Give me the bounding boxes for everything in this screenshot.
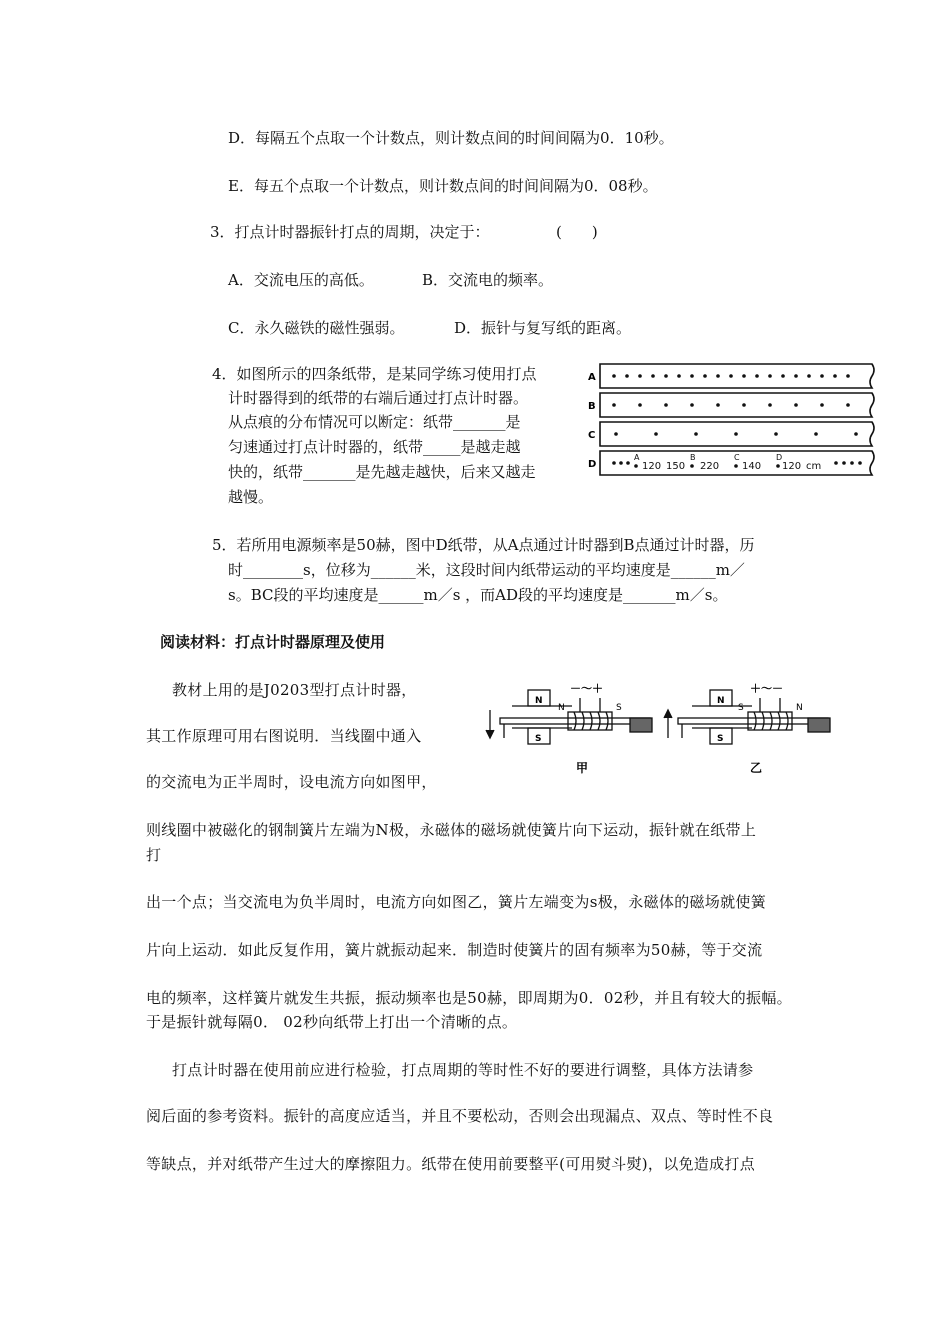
q3-option-a: A．交流电压的高低。 — [228, 271, 374, 289]
tape-label-a: A — [588, 372, 596, 383]
tape-d-distance: 220 — [700, 461, 720, 472]
tape-b-dots — [612, 403, 850, 407]
tape-dot — [794, 374, 798, 378]
tape-d-distance: 150 — [666, 461, 686, 472]
q3-option-c: C．永久磁铁的磁性强弱。 — [228, 319, 405, 337]
q3-stem: 3．打点计时器振针打点的周期，决定于： — [210, 223, 490, 241]
q4-line-3: 从点痕的分布情况可以断定：纸带_______是 — [228, 413, 521, 431]
tape-dot — [612, 374, 616, 378]
paper-tapes-figure — [586, 356, 886, 486]
tape-dot — [742, 374, 746, 378]
tape-dot — [774, 432, 778, 436]
tape-dot — [612, 403, 616, 407]
reading-title: 阅读材料：打点计时器原理及使用 — [160, 633, 386, 651]
tape-d-dot — [626, 461, 630, 465]
tape-d-distance: 120 — [642, 461, 662, 472]
tape-label-b: B — [588, 401, 596, 412]
tape-d-mark-d: D — [776, 453, 783, 462]
q3-option-b: B．交流电的频率。 — [422, 271, 554, 289]
q4-line-2: 计时器得到的纸带的右端后通过打点计时器。 — [228, 389, 529, 407]
label-yi: 乙 — [750, 761, 763, 775]
reading-paragraph-line: 打点计时器在使用前应进行检验，打点周期的等时性不好的要进行调整，具体方法请参 — [172, 1061, 754, 1079]
tape-d-dot — [690, 464, 694, 468]
label-jia: 甲 — [576, 761, 589, 775]
tape-dot — [755, 374, 759, 378]
label-s: S — [717, 734, 724, 744]
tape-label-c: C — [588, 430, 596, 441]
label-n: N — [558, 703, 565, 713]
tape-dot — [807, 374, 811, 378]
tape-dot — [664, 403, 668, 407]
tape-dot — [716, 374, 720, 378]
tape-a-dots — [612, 374, 850, 378]
tape-dot — [846, 374, 850, 378]
tape-dot — [734, 432, 738, 436]
tape-dot — [654, 432, 658, 436]
reading-paragraph-line: 于是振针就每隔0． 02秒向纸带上打出一个清晰的点。 — [146, 1013, 518, 1031]
tape-dot — [833, 374, 837, 378]
q2-option-e: E．每五个点取一个计数点，则计数点间的时间间隔为0．08秒。 — [228, 177, 658, 195]
tape-dot — [820, 374, 824, 378]
tape-d-dot — [634, 464, 638, 468]
tape-d-dot — [858, 461, 862, 465]
power-signs-jia: －～＋ — [570, 682, 603, 695]
q4-line-1: 4．如图所示的四条纸带，是某同学练习使用打点 — [212, 365, 537, 383]
label-s: S — [535, 734, 542, 744]
label-n: N — [717, 696, 725, 706]
power-signs-yi: ＋～－ — [750, 682, 783, 695]
tape-d-dot — [842, 461, 846, 465]
label-n: N — [535, 696, 543, 706]
reading-paragraph-line: 其工作原理可用右图说明．当线圈中通入 — [146, 727, 422, 745]
tape-d-dot — [734, 464, 738, 468]
tape-d-dot — [850, 461, 854, 465]
tape-d-dot — [776, 464, 780, 468]
timer-principle-figure — [482, 680, 842, 780]
tape-d-dot — [612, 461, 616, 465]
tape-d-dot — [619, 461, 623, 465]
label-n: N — [796, 703, 803, 713]
tape-dot — [854, 432, 858, 436]
tape-d-mark-b: B — [690, 453, 696, 462]
tape-c-dots — [614, 432, 858, 436]
reading-paragraph-line: 的交流电为正半周时，设电流方向如图甲， — [146, 773, 437, 791]
tape-dot — [638, 374, 642, 378]
tape-dot — [820, 403, 824, 407]
tape-dot — [729, 374, 733, 378]
reading-paragraph-line: 阅后面的参考资料。振针的高度应适当，并且不要松动，否则会出现漏点、双点、等时性不良 — [146, 1107, 774, 1125]
tape-dot — [846, 403, 850, 407]
q3-option-d: D．振针与复写纸的距离。 — [454, 319, 632, 337]
diagram-yi — [664, 690, 830, 744]
tape-dot — [694, 432, 698, 436]
q4-line-6: 越慢。 — [228, 488, 274, 506]
reading-paragraph-line: 则线圈中被磁化的钢制簧片左端为N极，永磁体的磁场就使簧片向下运动，振针就在纸带上 — [146, 821, 757, 839]
tape-dot — [742, 403, 746, 407]
reading-paragraph-line: 片向上运动．如此反复作用，簧片就振动起来．制造时使簧片的固有频率为50赫，等于交流 — [146, 941, 763, 959]
reading-paragraph-line: 出一个点；当交流电为负半周时，电流方向如图乙，簧片左端变为s极，永磁体的磁场就使簧 — [146, 893, 767, 911]
tape-dot — [794, 403, 798, 407]
tape-dot — [768, 374, 772, 378]
tape-dot — [703, 374, 707, 378]
tape-dot — [664, 374, 668, 378]
label-s: S — [616, 703, 622, 713]
q5-line-3: s。BC段的平均速度是______m／s ，而AD段的平均速度是_______m／s。 — [228, 586, 728, 604]
q3-answer-paren: ( ) — [556, 223, 598, 241]
tape-d-mark-c: C — [734, 453, 740, 462]
tape-dot — [781, 374, 785, 378]
tape-dot — [768, 403, 772, 407]
tape-dot — [677, 374, 681, 378]
q4-line-5: 快的，纸带_______是先越走越快，后来又越走 — [228, 463, 536, 481]
tape-dot — [814, 432, 818, 436]
reading-paragraph-line: 教材上用的是J0203型打点计时器， — [172, 681, 417, 699]
q5-line-1: 5．若所用电源频率是50赫，图中D纸带，从A点通过计时器到B点通过计时器，历 — [212, 536, 755, 554]
tape-d-distance: 140 — [742, 461, 762, 472]
diagram-jia — [486, 690, 652, 744]
tape-dot — [625, 374, 629, 378]
tape-d-unit: cm — [806, 461, 822, 472]
tape-d-mark-a: A — [634, 453, 640, 462]
tape-dot — [614, 432, 618, 436]
tape-d-distance: 120 — [782, 461, 802, 472]
reading-paragraph-line: 等缺点，并对纸带产生过大的摩擦阻力。纸带在使用前要整平(可用熨斗熨)，以免造成打点 — [146, 1155, 756, 1173]
tape-dot — [690, 374, 694, 378]
label-s: S — [738, 703, 744, 713]
tape-d-dot — [834, 461, 838, 465]
tape-dot — [651, 374, 655, 378]
q2-option-d: D．每隔五个点取一个计数点，则计数点间的时间间隔为0．10秒。 — [228, 129, 674, 147]
tape-dot — [690, 403, 694, 407]
q4-line-4: 匀速通过打点计时器的，纸带_____是越走越 — [228, 438, 521, 456]
tape-label-d: D — [588, 459, 597, 470]
reading-paragraph-line: 打 — [146, 846, 162, 864]
tape-dot — [638, 403, 642, 407]
q5-line-2: 时________s，位移为______米，这段时间内纸带运动的平均速度是______m／ — [228, 561, 745, 579]
tape-dot — [716, 403, 720, 407]
reading-paragraph-line: 电的频率，这样簧片就发生共振，振动频率也是50赫，即周期为0．02秒，并且有较大的振幅。 — [146, 989, 792, 1007]
